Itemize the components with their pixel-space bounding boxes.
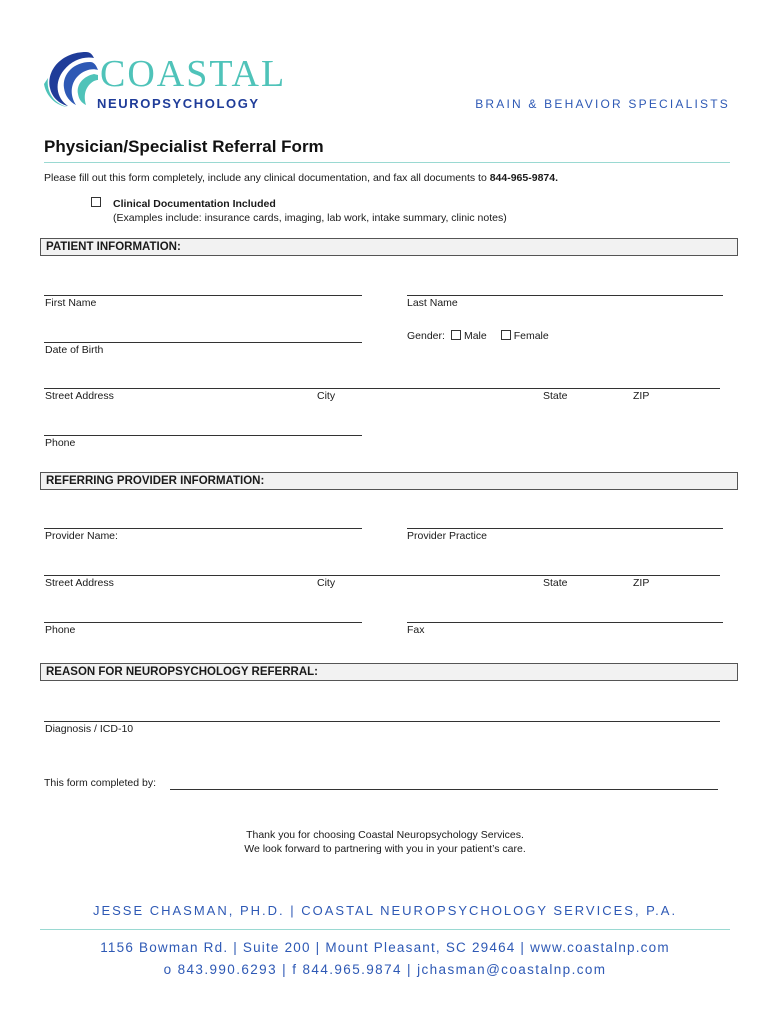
- diagnosis-field[interactable]: [44, 721, 720, 722]
- gender-male-checkbox[interactable]: [451, 330, 461, 340]
- reason-section-header: [40, 663, 738, 681]
- footer-contact-line: o 843.990.6293 | f 844.965.9874 | jchasman@coastalnp.com: [163, 962, 607, 977]
- patient-section-header: [40, 238, 738, 256]
- provider-street-label: Street Address: [45, 577, 114, 589]
- clinical-documentation-checkbox[interactable]: [91, 197, 101, 207]
- gender-group: [407, 330, 549, 342]
- provider-practice-field[interactable]: [407, 528, 723, 529]
- footer-name-line: JESSE CHASMAN, PH.D. | COASTAL NEUROPSYCHOLOGY SERVICES, P.A.: [92, 903, 678, 918]
- provider-fax-label: Fax: [407, 624, 425, 636]
- thanks-line-1: Thank you for choosing Coastal Neuropsychology Services.: [246, 829, 524, 841]
- date-of-birth-field[interactable]: [44, 342, 362, 343]
- gender-female-label: Female: [513, 330, 549, 342]
- provider-zip-label: ZIP: [633, 577, 650, 589]
- patient-phone-field[interactable]: [44, 435, 362, 436]
- patient-zip-label: ZIP: [633, 390, 650, 402]
- brand-subname: NEUROPSYCHOLOGY: [97, 96, 260, 111]
- patient-city-label: City: [317, 390, 336, 402]
- form-intro: [44, 172, 558, 184]
- gender-female-checkbox[interactable]: [501, 330, 511, 340]
- title-divider: [44, 162, 730, 163]
- provider-phone-label: Phone: [45, 624, 76, 636]
- thanks-line-2: We look forward to partnering with you in your patient’s care.: [244, 843, 526, 855]
- last-name-field[interactable]: [407, 295, 723, 296]
- patient-section-title: PATIENT INFORMATION:: [46, 241, 181, 253]
- provider-section-header: [40, 472, 738, 490]
- provider-address-field[interactable]: [44, 575, 720, 576]
- patient-phone-label: Phone: [45, 437, 76, 449]
- form-title: Physician/Specialist Referral Form: [44, 137, 324, 156]
- diagnosis-label: Diagnosis / ICD-10: [45, 723, 134, 735]
- patient-street-label: Street Address: [45, 390, 114, 402]
- provider-name-field[interactable]: [44, 528, 362, 529]
- clinical-documentation-note: (Examples include: insurance cards, imaging, lab work, intake summary, clinic notes): [113, 212, 507, 224]
- date-of-birth-label: Date of Birth: [45, 344, 104, 356]
- intro-fax-number: 844-965-9874.: [489, 172, 559, 184]
- brand-name: COASTAL: [100, 53, 287, 95]
- patient-address-field[interactable]: [44, 388, 720, 389]
- brand-tagline: BRAIN & BEHAVIOR SPECIALISTS: [475, 97, 730, 111]
- provider-fax-field[interactable]: [407, 622, 723, 623]
- provider-state-label: State: [543, 577, 568, 589]
- provider-practice-label: Provider Practice: [407, 530, 487, 542]
- gender-male-label: Male: [463, 330, 487, 342]
- provider-name-label: Provider Name:: [45, 530, 118, 542]
- completed-by-label: This form completed by:: [44, 777, 157, 789]
- first-name-field[interactable]: [44, 295, 362, 296]
- first-name-label: First Name: [45, 297, 97, 309]
- gender-label: Gender:: [407, 330, 445, 342]
- provider-city-label: City: [317, 577, 336, 589]
- provider-section-title: REFERRING PROVIDER INFORMATION:: [46, 475, 265, 487]
- provider-phone-field[interactable]: [44, 622, 362, 623]
- patient-state-label: State: [543, 390, 568, 402]
- last-name-label: Last Name: [407, 297, 458, 309]
- completed-by-field[interactable]: [170, 789, 718, 790]
- footer-address-line: 1156 Bowman Rd. | Suite 200 | Mount Pleasant, SC 29464 | www.coastalnp.com: [100, 940, 670, 955]
- clinical-documentation-label: Clinical Documentation Included: [113, 198, 276, 210]
- intro-text: Please fill out this form completely, include any clinical documentation, and fax all documents to: [44, 172, 490, 184]
- footer-divider: [40, 929, 730, 930]
- reason-section-title: REASON FOR NEUROPSYCHOLOGY REFERRAL:: [46, 666, 318, 678]
- coastal-wave-logo-icon: [42, 48, 98, 108]
